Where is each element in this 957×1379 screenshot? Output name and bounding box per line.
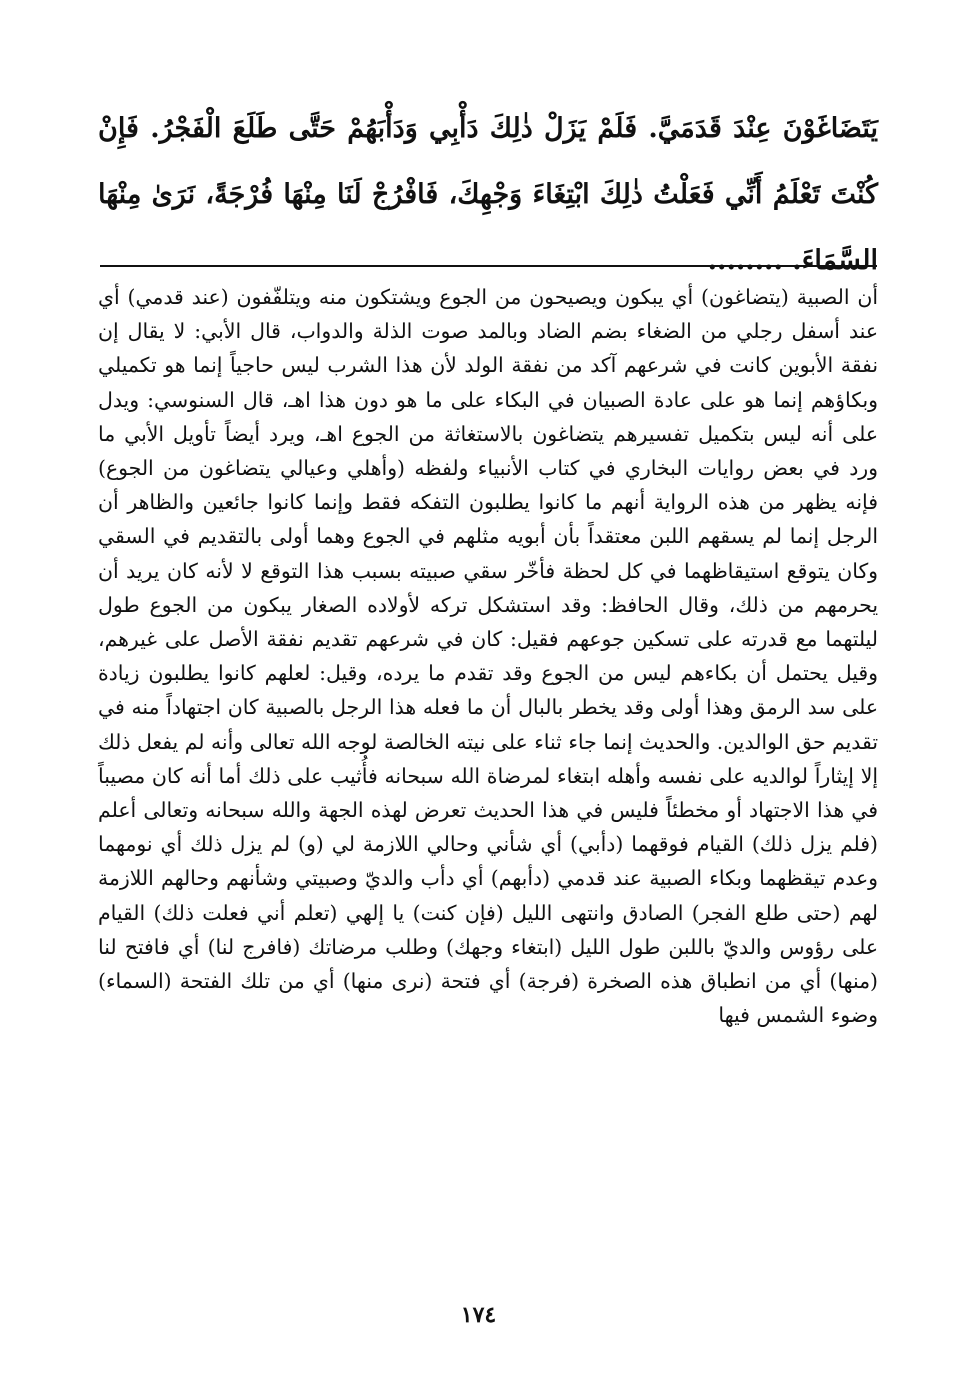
footnote-separator-line (100, 265, 877, 267)
page-number: ١٧٤ (460, 1302, 497, 1328)
commentary-paragraph: أن الصبية (يتضاغون) أي يبكون ويصيحون من الجوع ويشتكون منه ويتلفّفون (عند قدمي) أي عند أسفل رجلي من الضغاء بضم الضاد وبالمد صوت الذلة والدواب، قال الأبي: لا يقال إن نفقة الأبوين كانت في شرعهم آكد من نفقة الولد لأن هذا الشرب ليس حاجياً إنما هو تكميلي وبكاؤهم إنما هو على عادة الصبيان في البكاء على ما هو دون هذا اهـ، قال السنوسي: ويدل على أنه ليس بتكميل تفسيرهم يتضاغون بالاستغاثة من الجوع اهـ، ويرد أيضاً تأويل الأبي ما ورد في بعض روايات البخاري في كتاب الأنبياء ولفظه (وأهلي وعيالي يتضاغون من الجوع) فإنه يظهر من هذه الرواية أنهم ما كانوا يطلبون التفكه فقط وإنما كانوا جائعين والظاهر أن الرجل إنما لم يسقهم اللبن معتقداً بأن أبويه مثلهم في الجوع وهما أولى بالتقديم في السقي وكان يتوقع استيقاظهما في كل لحظة فأخّر سقي صبيته بسبب هذا التوقع لا لأنه كان يريد أن يحرمهم من ذلك، وقال الحافظ: وقد استشكل تركه لأولاده الصغار يبكون من الجوع طول ليلتهما مع قدرته على تسكين جوعهم فقيل: كان في شرعهم تقديم نفقة الأصل على غيرهم، وقيل يحتمل أن بكاءهم ليس من الجوع وقد تقدم ما يرده، وقيل: لعلهم كانوا يطلبون زيادة على سد الرمق وهذا أولى وقد يخطر بالبال أن ما فعله هذا الرجل بالصبية كان اجتهاداً منه في تقديم حق الوالدين. والحديث إنما جاء ثناء على نيته الخالصة لوجه الله تعالى وأنه لم يفعل ذلك إلا إيثاراً لوالديه على نفسه وأهله ابتغاء لمرضاة الله سبحانه فأُثيب على ذلك أما أنه كان مصيباً في هذا الاجتهاد أو مخطئاً فليس في هذا الحديث تعرض لهذه الجهة والله سبحانه وتعالى أعلم (فلم يزل ذلك) القيام فوقهما (دأبي) أي شأني وحالي اللازمة لي (و) لم يزل ذلك أي نومهما وعدم تيقظهما وبكاء الصبية عند قدمي (دأبهم) أي دأب والديّ وصبيتي وشأنهم وحالهم اللازمة لهم (حتى طلع الفجر) الصادق وانتهى الليل (فإن كنت) يا إلهي (تعلم أني فعلت ذلك) القيام على رؤوس والديّ باللبن طول الليل (ابتغاء وجهك) وطلب مرضاتك (فافرج لنا) أي فافتح لنا (منها) أي من انطباق هذه الصخرة (فرجة) أي فتحة (نرى منها) أي من تلك الفتحة (السماء) وضوء الشمس فيها (98, 285, 878, 1028)
hadith-text: يَتَضَاغَوْنَ عِنْدَ قَدَمَيَّ. فَلَمْ يَزَلْ ذٰلِكَ دَأْبِي وَدَأْبَهُمْ حَتَّى طَلَعَ الْفَجْرُ. فَإِنْ كُنْتَ تَعْلَمُ أَنِّي فَعَلْتُ ذٰلِكَ ابْتِغَاءَ وَجْهِكَ، فَافْرُجْ لَنَا مِنْهَا فُرْجَةً، نَرَىٰ مِنْهَا السَّمَاءَ. ........ (98, 113, 878, 276)
commentary-section (98, 280, 878, 1032)
